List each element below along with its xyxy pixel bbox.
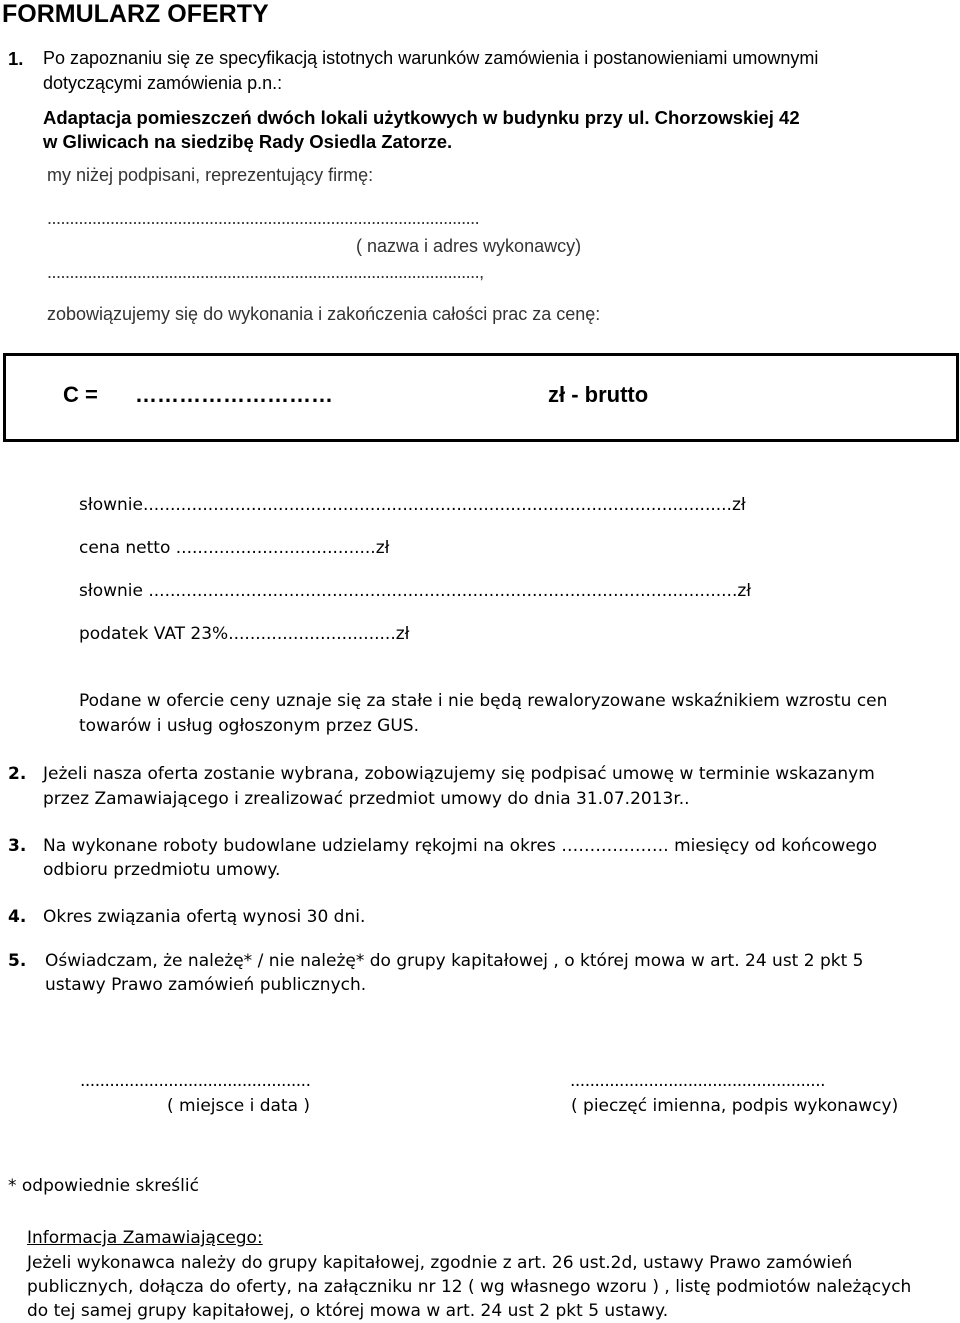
- contractor-label: ( nazwa i adres wykonawcy): [356, 236, 582, 256]
- section-1-number: 1.: [8, 48, 24, 69]
- signature-label: ( pieczęć imienna, podpis wykonawcy): [571, 1096, 899, 1116]
- section-5-line-2: ustawy Prawo zamówień publicznych.: [45, 975, 367, 995]
- section-3-line-2: odbioru przedmiotu umowy.: [43, 860, 281, 880]
- commitment-text: zobowiązujemy się do wykonania i zakończenia całości prac za cenę:: [47, 304, 601, 324]
- place-date-dots[interactable]: ...............................................: [80, 1071, 311, 1091]
- section-5-number: 5.: [8, 951, 27, 971]
- price-suffix: zł - brutto: [548, 382, 649, 407]
- section-1-line-1: Po zapoznaniu się ze specyfikacją istotnych warunków zamówienia i postanowieniami umownymi: [43, 48, 819, 68]
- contract-subject-line-1: Adaptacja pomieszczeń dwóch lokali użytkowych w budynku przy ul. Chorzowskiej 42: [43, 107, 800, 128]
- section-2-line-1: Jeżeli nasza oferta zostanie wybrana, zobowiązujemy się podpisać umowę w terminie wskazanym: [43, 764, 875, 784]
- signed-statement: my niżej podpisani, reprezentujący firmę:: [47, 165, 374, 185]
- section-5-line-1: Oświadczam, że należę* / nie należę* do grupy kapitałowej , o której mowa w art. 24 ust 2 pkt 5: [45, 951, 864, 971]
- vat-amount[interactable]: podatek VAT 23%...............................zł: [79, 624, 410, 644]
- place-date-label: ( miejsce i data ): [167, 1096, 311, 1116]
- amount-in-words-1[interactable]: słownie.............................................................................................................zł: [79, 495, 746, 515]
- section-2-number: 2.: [8, 764, 27, 784]
- contractor-dots-1[interactable]: ................................................................................................: [47, 208, 480, 228]
- signature-dots[interactable]: ....................................................: [570, 1071, 825, 1091]
- price-dots[interactable]: ………………………: [135, 382, 333, 407]
- price-c-label: C =: [63, 382, 98, 407]
- price-note-line-2: towarów i usług ogłoszonym przez GUS.: [79, 716, 419, 736]
- section-4-line-1: Okres związania ofertą wynosi 30 dni.: [43, 907, 366, 927]
- section-1-line-2: dotyczącymi zamówienia p.n.:: [43, 73, 283, 93]
- info-line-2: publicznych, dołącza do oferty, na załączniku nr 12 ( wg własnego wzoru ) , listę podmiotów należących: [27, 1277, 912, 1297]
- amount-in-words-2[interactable]: słownie .............................................................................................................zł: [79, 581, 752, 601]
- section-2-line-2: przez Zamawiającego i zrealizować przedmiot umowy do dnia 31.07.2013r..: [43, 789, 690, 809]
- info-line-1: Jeżeli wykonawca należy do grupy kapitałowej, zgodnie z art. 26 ust.2d, ustawy Prawo zamówień: [27, 1253, 853, 1273]
- contract-subject-line-2: w Gliwicach na siedzibę Rady Osiedla Zatorze.: [43, 131, 453, 152]
- section-3-line-1: Na wykonane roboty budowlane udzielamy rękojmi na okres ………………. miesięcy od końcowego: [43, 836, 877, 856]
- contractor-dots-2[interactable]: ................................................................................................,: [47, 262, 484, 282]
- page-title: FORMULARZ OFERTY: [2, 0, 269, 28]
- section-3-number: 3.: [8, 836, 27, 856]
- info-heading: Informacja Zamawiającego:: [27, 1228, 263, 1248]
- info-line-3: do tej samej grupy kapitałowej, o której mowa w art. 24 ust 2 pkt 5 ustawy.: [27, 1301, 669, 1321]
- section-4-number: 4.: [8, 907, 27, 927]
- footnote: * odpowiednie skreślić: [8, 1176, 199, 1196]
- price-note-line-1: Podane w ofercie ceny uznaje się za stałe i nie będą rewaloryzowane wskaźnikiem wzrostu cen: [79, 691, 888, 711]
- net-price[interactable]: cena netto .....................................zł: [79, 538, 390, 558]
